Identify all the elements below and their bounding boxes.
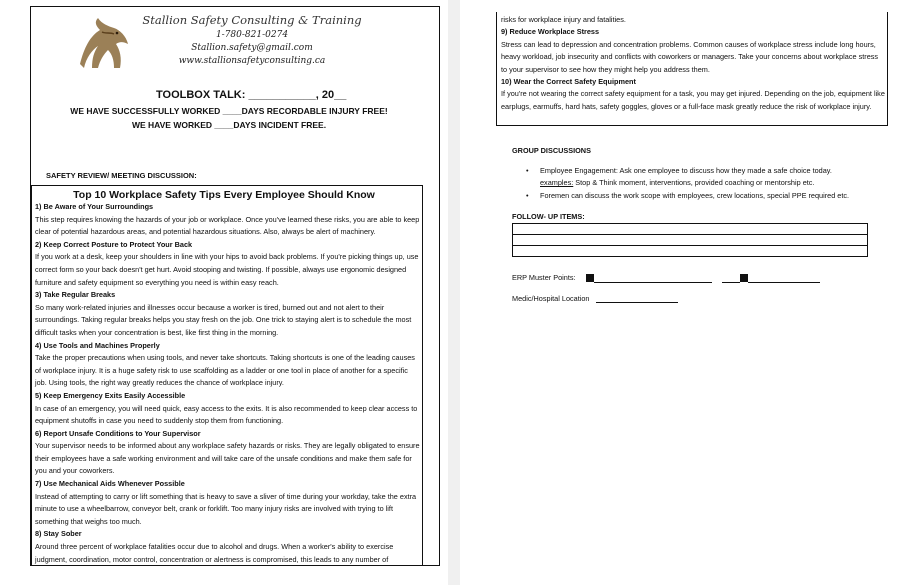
page-gap <box>448 0 460 585</box>
safety-review-label: SAFETY REVIEW/ MEETING DISCUSSION: <box>46 171 197 180</box>
tips-list <box>35 201 421 566</box>
tip-heading: 2) Keep Correct Posture to Protect Your Back <box>35 239 193 249</box>
table-row <box>513 246 868 257</box>
tip-body: If you're not wearing the correct safety equipment for a task, you may get injured. Depending on the job, equipment like earplugs, earmuffs, hard hats, safety goggles, gloves or a full-face mask greatly reduce the risk of workplace injury. <box>501 89 885 111</box>
company-email: Stallion.safety@gmail.com <box>191 43 313 53</box>
erp-muster-field-3[interactable] <box>748 282 820 283</box>
tip-heading: 10) Wear the Correct Safety Equipment <box>501 77 636 87</box>
follow-up-label: FOLLOW- UP ITEMS: <box>512 212 585 221</box>
muster-marker-icon <box>586 274 594 282</box>
tip-body: In case of an emergency, you will need quick, easy access to the exits. It is also recommended to keep clear access to equipment shutoffs in case you need to suddenly stop them from functioning. <box>35 403 418 426</box>
tip-body: Around three percent of workplace fatalities occur due to alcohol and drugs. When a worker's ability to exercise judgment, coordination, motor control, concentration or alertness is compromised, this leads to any number of <box>35 542 394 564</box>
horse-logo-icon <box>70 14 136 74</box>
tip-heading: 7) Use Mechanical Aids Whenever Possible <box>35 479 185 489</box>
tip-body: Take the proper precautions when using tools, and never take shortcuts. Taking shortcuts is one of the leading causes of workplace injury. It is a huge safety risk to use scaffolding as a ladder or one tool in place of another for a specific job. Using tools, the right way greatly reduces the chance of workplace injury. <box>35 353 415 388</box>
tip-body: This step requires knowing the hazards of your job or workplace. Once you've learned these risks, you are able to keep clear of potential hazardous areas, and potential hazardous situations. Also, always be alert of machinery. <box>35 214 420 237</box>
tip-heading: 9) Reduce Workplace Stress <box>501 27 600 37</box>
incident-free-days: WE HAVE WORKED ____DAYS INCIDENT FREE. <box>131 120 327 130</box>
follow-up-cell[interactable] <box>513 246 868 257</box>
foremen-text: Foremen can discuss the work scope with employees, crew locations, special PPE required etc. <box>540 190 850 200</box>
follow-up-table <box>512 223 868 257</box>
tip-heading: 8) Stay Sober <box>35 529 82 539</box>
tip-body: If you work at a desk, keep your shoulders in line with your hips to avoid back problems. If you're picking things up, use correct form so your back doesn't get hurt. Avoid stooping and twisting. If possible, always use ergonomic designed furniture and safety equipment so everything you need is within easy reach. <box>35 252 419 287</box>
bullet-icon: • <box>526 190 529 200</box>
engagement-text: Employee Engagement: Ask one employee to discuss how they made a safe choice today. <box>540 166 832 175</box>
table-row <box>513 235 868 246</box>
toolbox-talk-date: TOOLBOX TALK: ___________, 20__ <box>156 89 347 101</box>
follow-up-cell[interactable] <box>513 235 868 246</box>
tip-body: Your supervisor needs to be informed about any workplace safety hazards or risks. They are legally obligated to ensure their employees have a safe working environment and will take care of the unsafe conditions and make them safe for you and your coworkers. <box>35 441 420 476</box>
tip-body: So many work-related injuries and illnesses occur because a worker is tired, burned out and not alert to their surroundings. Taking regular breaks helps you stay fresh on the job. One trick to staying alert is to schedule the most difficult tasks when your concentration is best, like first thing in the morning. <box>35 302 412 337</box>
tip-heading: 3) Take Regular Breaks <box>35 290 116 300</box>
tip-heading: 6) Report Unsafe Conditions to Your Supervisor <box>35 428 201 438</box>
follow-up-cell[interactable] <box>513 224 868 235</box>
erp-muster-label: ERP Muster Points: <box>512 273 576 282</box>
examples-label: examples: <box>540 178 574 188</box>
continued-tips <box>501 14 885 113</box>
group-discussions-heading: GROUP DISCUSSIONS <box>512 146 591 155</box>
erp-muster-field-2[interactable] <box>722 282 740 283</box>
tip-body-tail: risks for workplace injury and fatalities. <box>501 15 626 24</box>
tip-body: Instead of attempting to carry or lift something that is heavy to save a sliver of time during your workday, take the extra minute to use a wheelbarrow, conveyor belt, crank or forklift. Too many injury risks are involved with trying to lift something that weighs too much. <box>35 491 417 526</box>
tip-heading: 1) Be Aware of Your Surroundings <box>35 202 154 211</box>
list-item <box>526 165 878 190</box>
tip-heading: 5) Keep Emergency Exits Easily Accessible <box>35 390 186 400</box>
company-name: Stallion Safety Consulting & Training <box>142 13 362 27</box>
muster-marker-icon <box>740 274 748 282</box>
table-row <box>513 224 868 235</box>
medic-hospital-label: Medic/Hospital Location <box>512 294 590 303</box>
bullet-icon: • <box>526 166 529 175</box>
recordable-free-days: WE HAVE SUCCESSFULLY WORKED ____DAYS RECORDABLE INJURY FREE! <box>70 106 388 116</box>
list-item <box>526 190 878 202</box>
tip-heading: 4) Use Tools and Machines Properly <box>35 340 160 350</box>
tip-body: Stress can lead to depression and concentration problems. Common causes of workplace stress include long hours, heavy workload, job insecurity and conflicts with coworkers or managers. Take your concerns about workplace stress to your supervisor to see how they might help you address them. <box>501 39 879 74</box>
company-website: www.stallionsafetyconsulting.ca <box>178 56 326 66</box>
examples-text: Stop & Think moment, interventions, provided coaching or mentorship etc. <box>573 178 815 188</box>
group-discussions-list <box>526 165 878 202</box>
company-phone: 1-780-821-0274 <box>215 30 289 40</box>
tips-title: Top 10 Workplace Safety Tips Every Employee Should Know <box>73 189 375 201</box>
medic-hospital-field[interactable] <box>596 302 678 303</box>
erp-muster-field-1[interactable] <box>594 282 712 283</box>
